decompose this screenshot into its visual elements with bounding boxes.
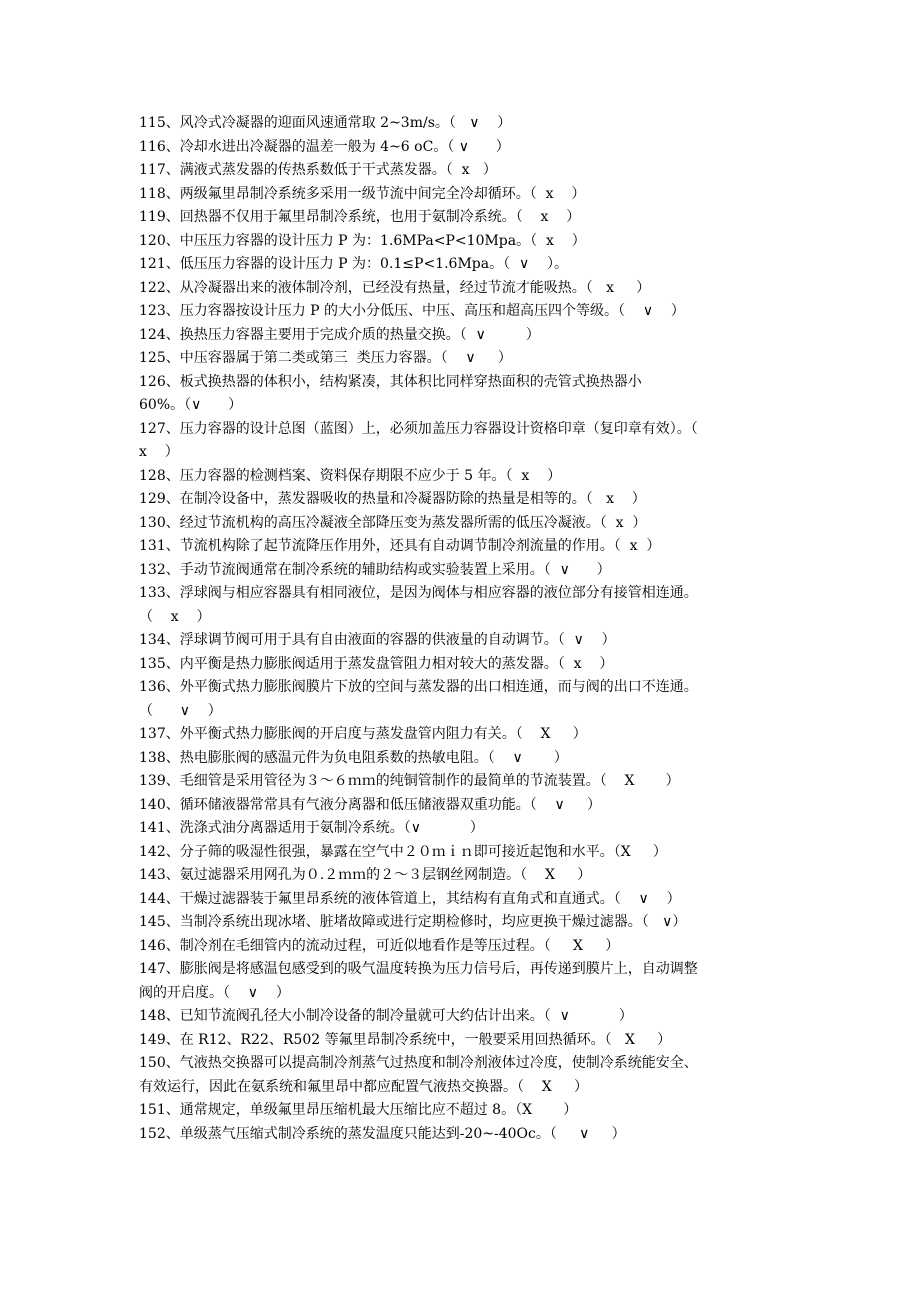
text-line: 128、压力容器的检测档案、资料保存期限不应少于 5 年。（ x ） (139, 467, 562, 484)
text-line: 142、分子筛的吸湿性很强，暴露在空气中２０ｍｉｎ即可接近起饱和水平。（X ） (139, 843, 667, 860)
text-line: 131、节流机构除了起节流降压作用外，还具有自动调节制冷剂流量的作用。（ x ） (139, 538, 661, 554)
text-line: 147、膨胀阀是将感温包感受到的吸气温度转换为压力信号后，再传递到膜片上，自动调整 (139, 961, 698, 977)
text-line: 146、制冷剂在毛细管内的流动过程，可近似地看作是等压过程。（ X ） (139, 937, 620, 954)
text-line: 125、中压容器属于第二类或第三 类压力容器。（ ∨ ） (139, 350, 512, 366)
text-line: 124、换热压力容器主要用于完成介质的热量交换。（ ∨ ） (139, 326, 540, 343)
text-line: x ） (139, 444, 179, 460)
text-line: 150、气液热交换器可以提高制冷剂蒸气过热度和制冷剂液体过冷度，使制冷系统能安全、 (139, 1055, 698, 1071)
text-line: 135、内平衡是热力膨胀阀适用于蒸发盘管阻力相对较大的蒸发器。（ x ） (139, 655, 614, 672)
text-line: 129、在制冷设备中，蒸发器吸收的热量和冷凝器防除的热量是相等的。（ x ） (139, 491, 646, 507)
text-line: 123、压力容器按设计压力 P 的大小分低压、中压、高压和超高压四个等级。（ ∨ ） (139, 303, 685, 319)
text-line: 139、毛细管是采用管径为３～６ｍｍ的纯铜管制作的最简单的节流装置。（ X ） (139, 773, 680, 789)
text-line: （ x ） (139, 608, 211, 625)
text-line: 116、冷却水进出冷凝器的温差一般为 4~6 oC。（ ∨ ） (139, 138, 510, 155)
text-line: 132、手动节流阀通常在制冷系统的辅助结构或实验装置上采用。（ ∨ ） (139, 561, 611, 578)
text-line: 119、回热器不仅用于氟里昂制冷系统，也用于氨制冷系统。（ x ） (139, 209, 581, 225)
text-line: 141、洗涤式油分离器适用于氨制冷系统。（∨ ） (139, 820, 484, 836)
text-line: 151、通常规定，单级氟里昂压缩机最大压缩比应不超过 8。（X ） (139, 1102, 578, 1118)
text-line: 137、外平衡式热力膨胀阀的开启度与蒸发盘管内阻力有关。（ X ） (139, 726, 587, 742)
text-line: 122、从冷凝器出来的液体制冷剂，已经没有热量，经过节流才能吸热。（ x ） (139, 279, 651, 296)
text-line: 120、中压压力容器的设计压力 P 为：1.6MPa<P<10Mpa。（ x ） (139, 232, 586, 249)
text-line: 149、在 R12、R22、R502 等氟里昂制冷系统中，一般要采用回热循环。（ X ） (139, 1031, 672, 1048)
text-line: 115、风冷式冷凝器的迎面风速通常取 2~3m/s。（ ∨ ） (139, 115, 512, 131)
text-line: 阀的开启度。（ ∨ ） (139, 984, 290, 1001)
text-line: 145、当制冷系统出现冰堵、脏堵故障或进行定期检修时，均应更换干燥过滤器。（ ∨） (139, 914, 687, 930)
text-line: 118、两级氟里昂制冷系统多采用一级节流中间完全冷却循环。（ x ） (139, 185, 586, 202)
text-line: 133、浮球阀与相应容器具有相同液位，是因为阀体与相应容器的液位部分有接管相连通。 (139, 585, 698, 601)
text-line: 152、单级蒸气压缩式制冷系统的蒸发温度只能达到-20~-40Oc。（ ∨ ） (139, 1125, 626, 1142)
text-line: 143、氨过滤器采用网孔为０.２ｍｍ的２～３层钢丝网制造。（ X ） (139, 867, 592, 883)
text-line: 140、循环储液器常常具有气液分离器和低压储液器双重功能。（ ∨ ） (139, 796, 602, 813)
text-line: 144、干燥过滤器装于氟里昂系统的液体管道上，其结构有直角式和直通式。（ ∨ ） (139, 890, 681, 907)
text-line: （ ∨ ） (139, 702, 222, 719)
text-line: 60%。（∨ ） (139, 397, 243, 413)
text-line: 有效运行，因此在氨系统和氟里昂中都应配置气液热交换器。（ X ） (139, 1078, 589, 1095)
question-list (139, 112, 789, 1146)
text-line: 121、低压压力容器的设计压力 P 为：0.1≤P<1.6Mpa。（ ∨ ）。 (139, 256, 569, 272)
text-line: 127、压力容器的设计总图（蓝图）上，必须加盖压力容器设计资格印章（复印章有效）。（ (139, 420, 698, 437)
text-line: 130、经过节流机构的高压冷凝液全部降压变为蒸发器所需的低压冷凝液。（ x ） (139, 514, 647, 531)
text-line: 138、热电膨胀阀的感温元件为负电阻系数的热敏电阻。（ ∨ ） (139, 749, 568, 766)
text-line: 126、板式换热器的体积小，结构紧凑，其体积比同样穿热面积的壳管式换热器小 (139, 373, 642, 390)
text-line: 148、已知节流阀孔径大小制冷设备的制冷量就可大约估计出来。（ ∨ ） (139, 1008, 633, 1024)
text-line: 117、满液式蒸发器的传热系数低于干式蒸发器。（ x ） (139, 162, 497, 178)
text-line: 136、外平衡式热力膨胀阀膜片下放的空间与蒸发器的出口相连通，而与阀的出口不连通。 (139, 679, 698, 695)
text-line: 134、浮球调节阀可用于具有自由液面的容器的供液量的自动调节。（ ∨ ） (139, 632, 616, 648)
